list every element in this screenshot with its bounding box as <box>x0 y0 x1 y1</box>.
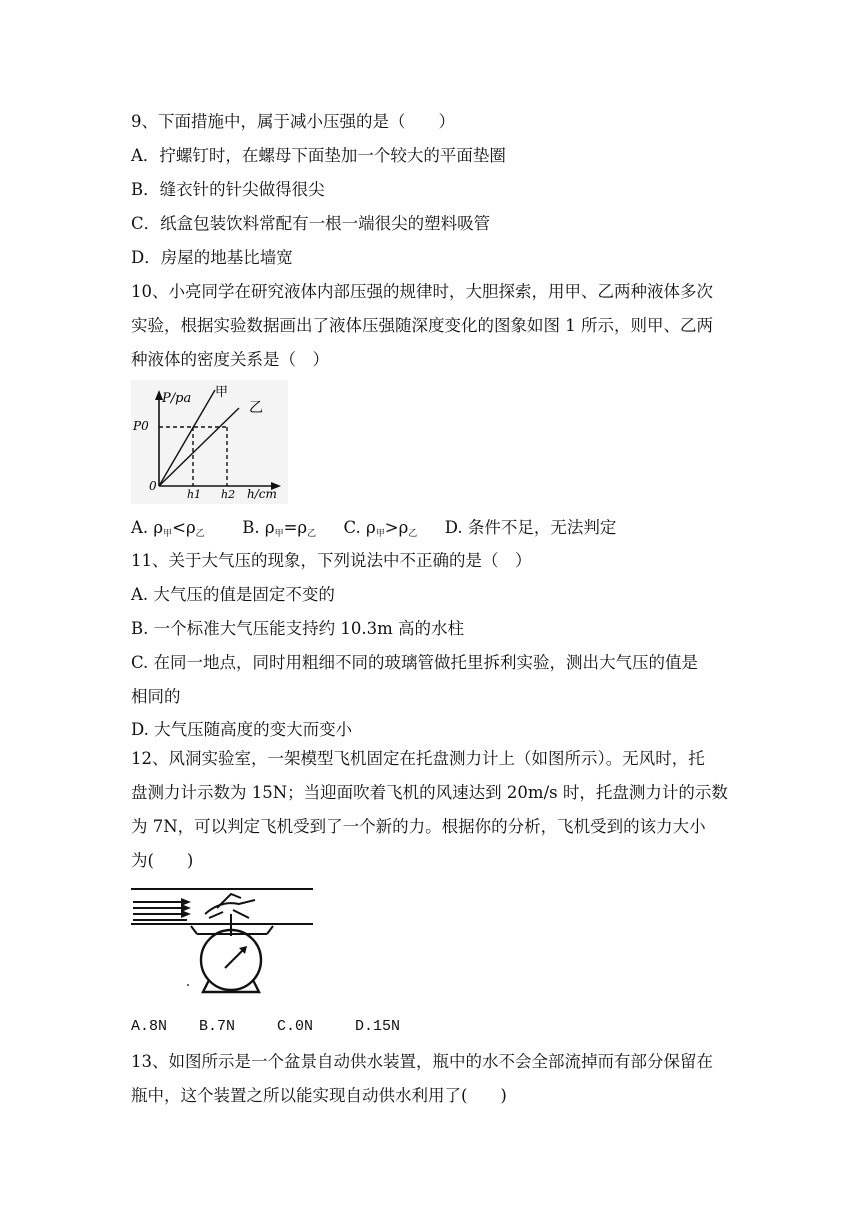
q11-option-a: A. 大气压的值是固定不变的 <box>131 585 335 604</box>
q10-stem-line-2: 实验，根据实验数据画出了液体压强随深度变化的图象如图 1 所示，则甲、乙两 <box>131 316 713 335</box>
q9-stem: 9、下面措施中，属于减小压强的是（ ） <box>131 112 455 131</box>
q10-option-a: A. $\rho_甲<\rho_乙$ <box>131 518 205 539</box>
q12-wind-tunnel-figure <box>131 884 315 998</box>
q12-option-d: D.15N <box>355 1018 401 1035</box>
dial-needle <box>225 950 243 968</box>
q12-stem-line-3: 为 7N，可以判定飞机受到了一个新的力。根据你的分析，飞机受到的该力大小 <box>131 817 706 836</box>
q12-option-a: A.8N <box>131 1018 168 1035</box>
q10-option-b: B. $\rho_甲=\rho_乙$ <box>242 518 317 539</box>
wind-arrows <box>133 902 187 920</box>
q9-option-b: B．缝衣针的针尖做得很尖 <box>131 180 325 199</box>
q11-option-b: B. 一个标准大气压能支持约 10.3m 高的水柱 <box>131 619 464 638</box>
jia-label: 甲 <box>215 385 229 400</box>
q11-stem: 11、关于大气压的现象，下列说法中不正确的是（ ） <box>131 551 532 570</box>
q12-options <box>131 1015 400 1039</box>
x-axis-label: h/cm <box>247 487 277 501</box>
h2-label: h2 <box>221 488 236 501</box>
q12-stem-line-1: 12、风洞实验室，一架模型飞机固定在托盘测力计上（如图所示）。无风时，托 <box>131 749 705 768</box>
q10-pressure-depth-graph <box>131 380 288 504</box>
q10-option-c: C. $\rho_甲>\rho_乙$ <box>343 518 418 539</box>
yi-label: 乙 <box>249 400 263 416</box>
p0-label: P0 <box>133 419 149 433</box>
y-axis-label: P/pa <box>162 391 192 406</box>
q10-stem-line-3: 种液体的密度关系是（ ） <box>131 350 329 369</box>
q12-option-b: B.7N <box>199 1018 236 1035</box>
q10-stem-line-1: 10、小亮同学在研究液体内部压强的规律时，大胆探索，用甲、乙两种液体多次 <box>131 282 713 301</box>
q12-stem-line-2: 盘测力计示数为 15N；当迎面吹着飞机的风速达到 20m/s 时，托盘测力计的示数 <box>131 783 728 802</box>
q9-option-d: D．房屋的地基比墙宽 <box>131 248 293 267</box>
q12-option-c: C.0N <box>277 1018 314 1035</box>
q11-option-c-line-1: C. 在同一地点，同时用粗细不同的玻璃管做托里拆利实验，测出大气压的值是 <box>131 653 699 672</box>
q10-options <box>131 516 616 546</box>
q13-stem-line-1: 13、如图所示是一个盆景自动供水装置，瓶中的水不会全部流掉而有部分保留在 <box>131 1052 713 1071</box>
q9-option-c: C．纸盒包装饮料常配有一根一端很尖的塑料吸管 <box>131 214 491 233</box>
scale-dial <box>201 930 261 990</box>
q10-option-d: D. 条件不足，无法判定 <box>444 518 617 537</box>
q9-option-a: A．拧螺钉时，在螺母下面垫加一个较大的平面垫圈 <box>131 146 506 165</box>
q11-option-c-line-2: 相同的 <box>131 687 181 706</box>
origin-label: 0 <box>149 479 157 493</box>
q11-option-d: D. 大气压随高度的变大而变小 <box>131 720 353 739</box>
q13-stem-line-2: 瓶中，这个装置之所以能实现自动供水利用了( ) <box>131 1086 507 1105</box>
h1-label: h1 <box>187 488 202 501</box>
q12-stem-line-4: 为( ) <box>131 851 194 870</box>
